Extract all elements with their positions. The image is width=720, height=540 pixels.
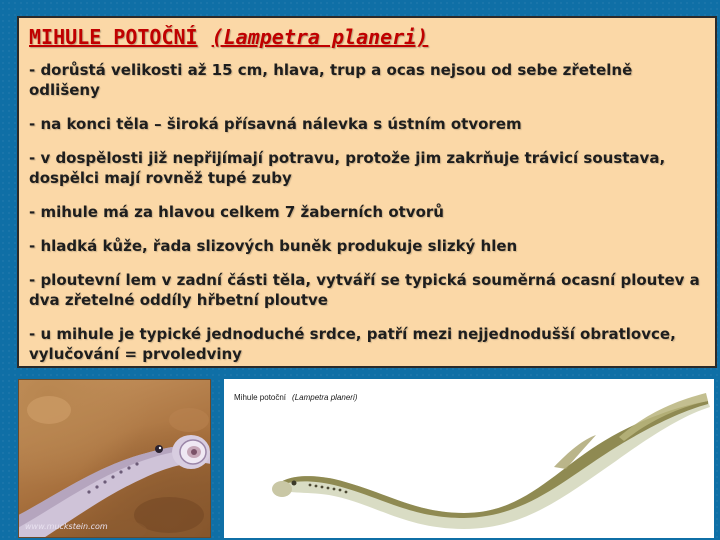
caption-latin: (Lampetra planeri) bbox=[292, 393, 358, 402]
lamprey-body-illustration bbox=[224, 379, 714, 538]
bullet-item: - v dospělosti již nepřijímají potravu, protože jim zakrňuje trávicí soustava, dospělci mají rovněž tupé zuby bbox=[29, 149, 666, 187]
bullet-item: - mihule má za hlavou celkem 7 žaberních otvorů bbox=[29, 203, 444, 221]
lamprey-closeup-illustration bbox=[19, 380, 211, 538]
photo-watermark: www.muckstein.com bbox=[25, 522, 108, 531]
title-latin: (Lampetra planeri) bbox=[211, 25, 429, 49]
bullet-item: - na konci těla – široká přísavná nálevka s ústním otvorem bbox=[29, 115, 522, 133]
bullet-item: - u mihule je typické jednoduché srdce, patří mezi nejjednodušší obratlovce, vylučování = prvoledviny bbox=[29, 325, 676, 363]
photo-caption bbox=[234, 393, 357, 402]
lamprey-closeup-photo bbox=[18, 379, 211, 538]
text-panel bbox=[17, 16, 717, 368]
slide-title bbox=[29, 24, 705, 50]
bullet-item: - dorůstá velikosti až 15 cm, hlava, trup a ocas nejsou od sebe zřetelně odlišeny bbox=[29, 61, 633, 99]
bullet-list bbox=[29, 60, 705, 364]
title-czech: MIHULE POTOČNÍ bbox=[29, 25, 198, 49]
lamprey-full-body-photo bbox=[224, 379, 714, 538]
bullet-item: - ploutevní lem v zadní části těla, vytváří se typická souměrná ocasní ploutev a dva zřetelné oddíly hřbetní ploutve bbox=[29, 271, 700, 309]
bullet-item: - hladká kůže, řada slizových buněk produkuje slizký hlen bbox=[29, 237, 518, 255]
caption-name: Mihule potoční bbox=[234, 393, 287, 402]
